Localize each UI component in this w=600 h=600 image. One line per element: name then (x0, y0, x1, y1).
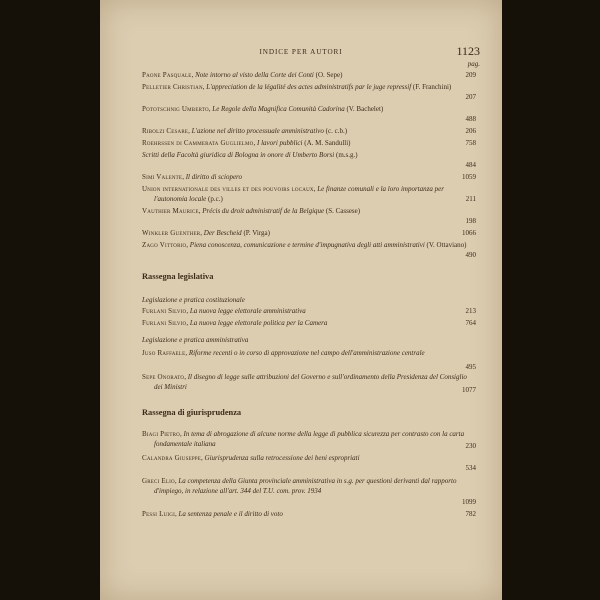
entry-page: 213 (465, 307, 476, 315)
index-entry: Furlani Silvio, La nuova legge elettorale amministrativa (142, 307, 306, 315)
entry-page: 484 (465, 161, 476, 169)
entry-page: 488 (465, 115, 476, 123)
entry-page: 764 (465, 319, 476, 327)
entry-page: 1066 (462, 229, 476, 237)
entry-page: 782 (465, 510, 476, 518)
entry-page: 1059 (462, 173, 476, 181)
section-title-giurisprudenza: Rassegna di giurisprudenza (142, 408, 242, 417)
index-entry: Juso Raffaele, Riforme recenti o in corso di approvazione nel campo dell'amministrazione centrale (142, 349, 425, 357)
entry-page: 198 (465, 217, 476, 225)
index-entry: Pessi Luigi, La sentenza penale e il diritto di voto (142, 510, 283, 518)
index-entry: Furlani Silvio, La nuova legge elettorale politica per la Camera (142, 319, 328, 327)
index-entry: Greci Elio, La competenza della Giunta provinciale amministrativa in s.g. per questioni derivanti dal rapporto d'impiego, in relazione all'art. 344 del T.U. com. prov. 1934 (142, 477, 457, 495)
index-entry: Scritti della Facoltà giuridica di Bologna in onore di Umberto Borsi (m.s.g.) (142, 151, 358, 159)
subsection-title: Legislazione e pratica costituzionale (142, 296, 245, 304)
running-title: INDICE PER AUTORI (259, 48, 343, 56)
index-entry: Zago Vittorio, Piena conoscenza, comunicazione e termine d'impugnativa degli atti amministrativi (V. Ottaviano) (142, 241, 467, 249)
section-title-legislativa: Rassegna legislativa (142, 272, 214, 281)
entry-page: 758 (465, 139, 476, 147)
entry-page: 534 (465, 464, 476, 472)
index-entry: Winkler Guenther, Der Bescheid (P. Virga) (142, 229, 270, 237)
entry-page: 206 (465, 127, 476, 135)
index-entry: Pelletier Christian, L'appreciation de la légalité des actes administratifs par le juge repressif (F. Franchini) (142, 83, 452, 91)
entry-page: 230 (465, 442, 476, 450)
book-page (100, 0, 502, 600)
entry-page: 211 (465, 195, 476, 203)
index-entry: Ribolzi Cesare, L'azione nel diritto processuale amministrativo (c. c.b.) (142, 127, 348, 135)
pag-label: pag. (467, 60, 480, 68)
entry-page: 490 (465, 251, 476, 259)
entry-page: 495 (465, 363, 476, 371)
index-entry: Biagi Pietro, In tema di abrogazione di alcune norme della legge di pubblica sicurezza per contrasto con la carta fondamentale italiana (142, 430, 465, 448)
index-entry: Pototschnig Umberto, Le Regole della Magnifica Comunità Cadorina (V. Bachelet) (142, 105, 384, 113)
entry-page: 1099 (462, 498, 476, 506)
index-entry: Sepe Onorato, Il disegno di legge sulle attribuzioni del Governo e sull'ordinamento della Presidenza del Consiglio dei Ministri (142, 373, 467, 391)
page-number: 1123 (456, 44, 480, 58)
entry-page: 209 (465, 71, 476, 79)
subsection-title: Legislazione e pratica amministrativa (142, 336, 249, 344)
index-entry: Union internationale des villes et des pouvoirs locaux, Le finanze comunali e la loro importanza per l'autonomia locale (p.c.) (142, 185, 444, 203)
index-entry: Calandra Giuseppe, Giurisprudenza sulla retrocessione dei beni espropriati (142, 454, 360, 462)
index-entry: Vauthier Maurice, Précis du droit administratif de la Belgique (S. Cassese) (142, 207, 361, 215)
index-entry: Simi Valente, Il diritto di sciopero (142, 173, 243, 181)
entry-page: 1077 (462, 386, 476, 394)
entry-page: 207 (465, 93, 476, 101)
index-entry: Paone Pasquale, Note intorno al visto della Corte dei Conti (O. Sepe) (142, 71, 343, 79)
index-entry: Roehrssen di Cammerata Guglielmo, I lavori pubblici (A. M. Sandulli) (142, 139, 351, 147)
page-header (100, 43, 502, 61)
